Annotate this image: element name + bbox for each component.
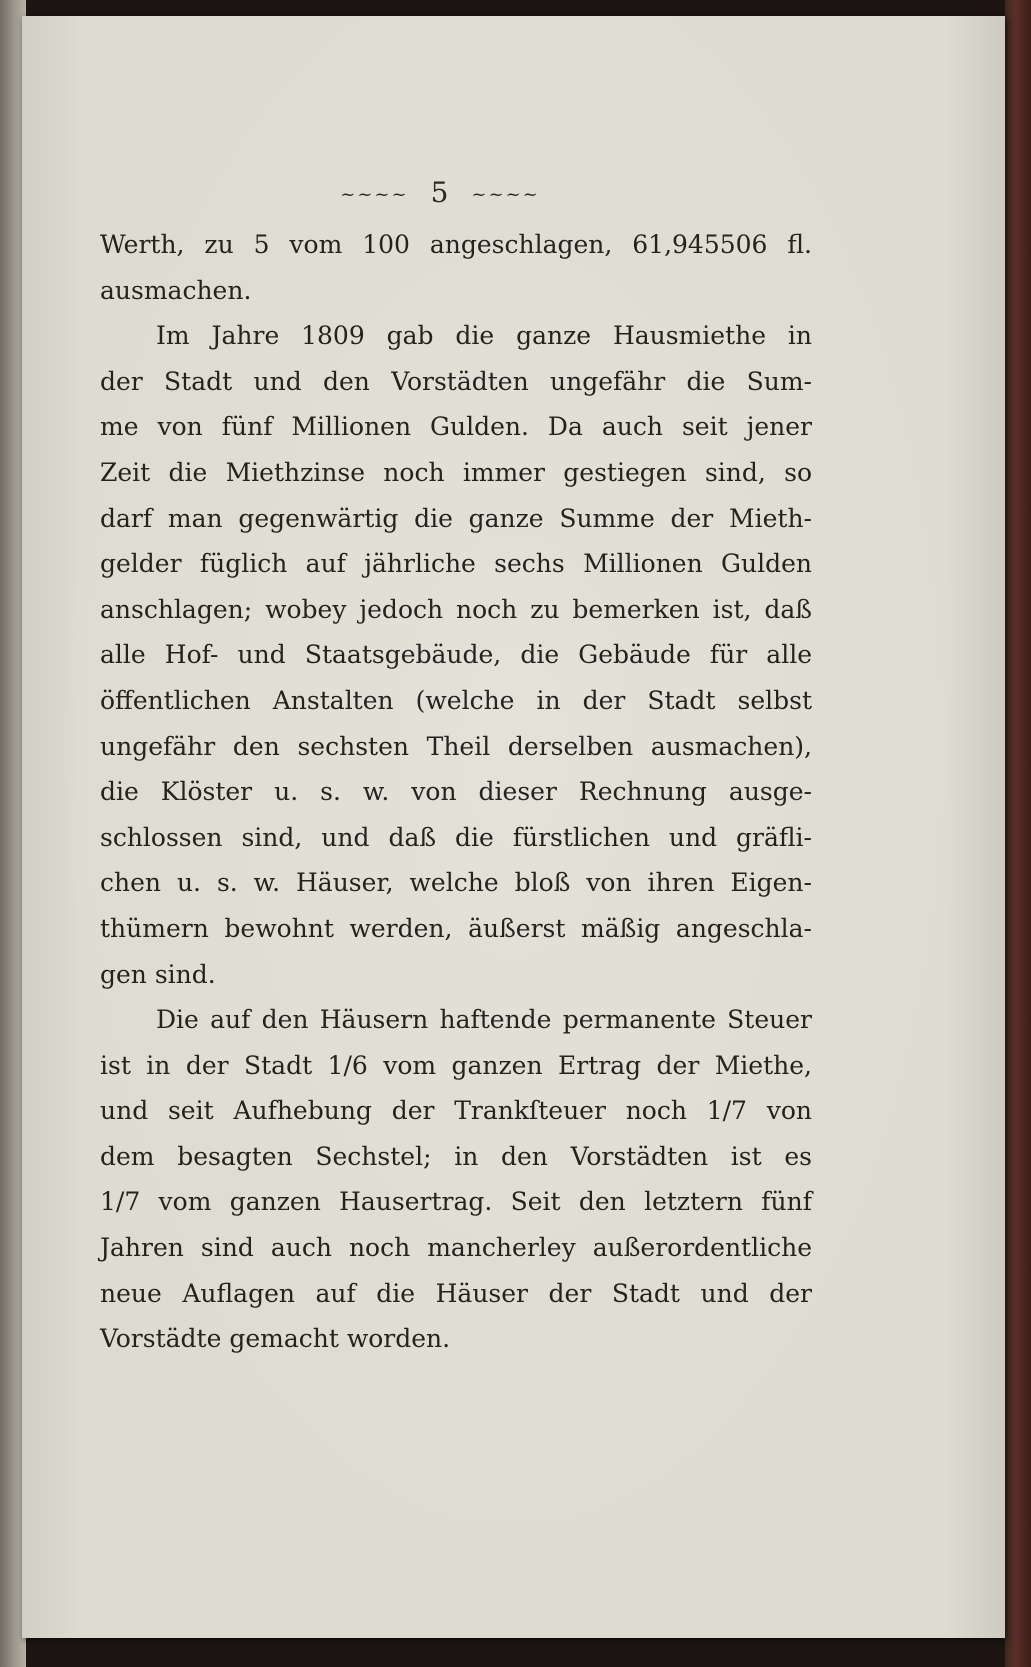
text-line: gelder füglich auf jährliche sechs Millionen Gulden xyxy=(100,549,812,579)
text-line: 1/7 vom ganzen Hausertrag. Seit den letztern fünf xyxy=(100,1187,812,1217)
text-line: gen sind. xyxy=(100,959,216,989)
text-line: öffentlichen Anstalten (welche in der Stadt selbst xyxy=(100,685,812,715)
text-line: Jahren sind auch noch mancherley außerordentliche xyxy=(100,1233,812,1263)
text-line: ungefähr den sechsten Theil derselben ausmachen), xyxy=(100,731,812,761)
page-number: 5 xyxy=(430,176,450,209)
text-line: thümern bewohnt werden, äußerst mäßig angeschla- xyxy=(100,913,812,943)
text-line: und seit Aufhebung der Trankſteuer noch 1/7 von xyxy=(100,1096,812,1126)
text-line: schlossen sind, und daß die fürstlichen und gräfli- xyxy=(100,822,812,852)
text-line: Vorstädte gemacht worden. xyxy=(100,1324,451,1354)
text-line: darf man gegenwärtig die ganze Summe der Mieth- xyxy=(100,503,812,533)
ornament-left: ~~~~ xyxy=(340,184,409,205)
text-line: Im Jahre 1809 gab die ganze Hausmiethe in xyxy=(156,321,812,351)
text-line: Zeit die Miethzinse noch immer gestiegen sind, so xyxy=(100,457,812,487)
ornament-right: ~~~~ xyxy=(471,184,540,205)
text-line: die Klöster u. s. w. von dieser Rechnung ausge- xyxy=(100,777,812,807)
book-cover-edge xyxy=(1005,0,1031,1667)
text-line: Werth, zu 5 vom 100 angeschlagen, 61,945506 fl. xyxy=(100,230,812,259)
body-text xyxy=(100,222,812,1362)
text-line: Die auf den Häusern haftende permanente Steuer xyxy=(156,1005,812,1035)
text-line: ausmachen. xyxy=(100,275,252,305)
running-head xyxy=(320,176,560,209)
text-line: anschlagen; wobey jedoch noch zu bemerken ist, daß xyxy=(100,594,812,624)
text-line: alle Hof- und Staatsgebäude, die Gebäude für alle xyxy=(100,640,812,670)
text-line: neue Auflagen auf die Häuser der Stadt und der xyxy=(100,1278,812,1308)
text-line: dem besagten Sechstel; in den Vorstädten ist es xyxy=(100,1141,812,1171)
text-line: der Stadt und den Vorstädten ungefähr die Sum- xyxy=(100,366,812,396)
text-line: chen u. s. w. Häuser, welche bloß von ihren Eigen- xyxy=(100,868,812,898)
text-line: me von fünf Millionen Gulden. Da auch seit jener xyxy=(100,412,812,442)
text-line: ist in der Stadt 1/6 vom ganzen Ertrag der Miethe, xyxy=(100,1050,812,1080)
